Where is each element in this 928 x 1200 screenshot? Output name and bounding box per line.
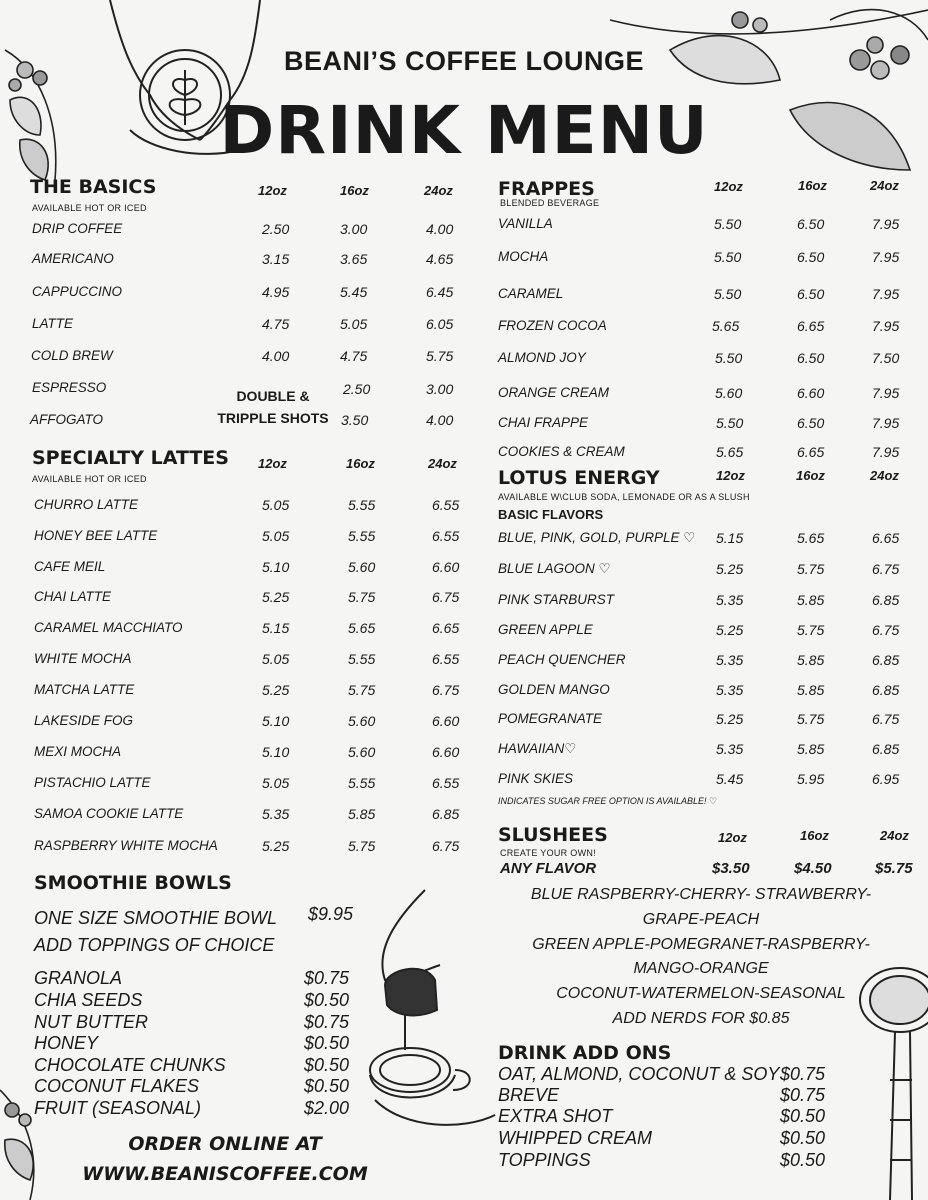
menu-item-name: CAFE MEIL (34, 559, 106, 574)
price-24oz: 6.75 (872, 561, 900, 577)
price-16oz: 5.65 (797, 530, 825, 546)
price-12oz: 5.35 (716, 682, 744, 698)
price-12oz: 4.75 (262, 316, 290, 332)
menu-item-name: MATCHA LATTE (34, 682, 135, 697)
price-12oz: 5.15 (262, 620, 290, 636)
topping-price: $0.50 (304, 1076, 350, 1096)
price-16oz: 6.50 (797, 350, 825, 366)
addon-price: $0.75 (780, 1064, 826, 1084)
menu-item-name: PEACH QUENCHER (498, 652, 626, 667)
price-24oz: 6.55 (432, 651, 460, 667)
size-header-16oz: 16oz (798, 178, 827, 193)
price-12oz: 5.25 (262, 838, 290, 854)
price-24oz: 6.75 (432, 682, 460, 698)
menu-item-name: AMERICANO (32, 251, 114, 266)
topping-price: $0.75 (304, 968, 350, 988)
specialty-title: SPECIALTY LATTES (32, 447, 229, 469)
lotus-title: LOTUS ENERGY (498, 467, 660, 489)
topping-price: $0.50 (304, 1033, 350, 1053)
price-12oz: 5.50 (714, 216, 742, 232)
price-24oz: 6.75 (872, 622, 900, 638)
topping-price: $0.50 (304, 990, 350, 1010)
menu-item-name: GOLDEN MANGO (498, 682, 610, 697)
price-16oz: $4.50 (794, 860, 832, 877)
price-12oz: 5.25 (262, 589, 290, 605)
price-12oz: $3.50 (712, 860, 750, 877)
menu-item-name: GREEN APPLE (498, 622, 593, 637)
price-16oz: 5.75 (797, 622, 825, 638)
slushee-flavor-line: ADD NERDS FOR $0.85 (612, 1010, 790, 1027)
price-12oz: 5.25 (716, 561, 744, 577)
price-24oz: 6.85 (872, 652, 900, 668)
menu-item-name: CHURRO LATTE (34, 497, 139, 512)
price-24oz: 7.95 (872, 415, 900, 431)
menu-item-name: CHAI LATTE (34, 589, 112, 604)
price-24oz: 7.95 (872, 249, 900, 265)
slushees-subtitle: CREATE YOUR OWN! (500, 848, 596, 858)
basics-subtitle: AVAILABLE HOT OR ICED (32, 203, 147, 213)
price-16oz: 5.85 (797, 592, 825, 608)
price-24oz: 6.55 (432, 497, 460, 513)
price-24oz: 7.95 (872, 286, 900, 302)
size-header-24oz: 24oz (424, 183, 453, 198)
price-16oz: 5.55 (348, 497, 376, 513)
price-24oz: 6.85 (872, 682, 900, 698)
sugar-free-note: INDICATES SUGAR FREE OPTION IS AVAILABLE! ♡ (498, 796, 718, 806)
price-12oz: 5.50 (716, 415, 744, 431)
size-header-12oz: 12oz (258, 456, 287, 471)
price-12oz: 4.00 (262, 348, 290, 364)
slushee-flavor-line: BLUE RASPBERRY-CHERRY- STRAWBERRY- (530, 886, 872, 903)
price-24oz: 6.95 (872, 771, 900, 787)
price-12oz: 5.50 (715, 350, 743, 366)
shots-label-line2: TRIPPLE SHOTS (217, 410, 329, 426)
price-24oz: 5.75 (426, 348, 454, 364)
menu-item-name: SAMOA COOKIE LATTE (34, 806, 184, 821)
price-16oz: 5.85 (348, 806, 376, 822)
specialty-subtitle: AVAILABLE HOT OR ICED (32, 474, 147, 484)
price-24oz: 7.95 (872, 216, 900, 232)
price-24oz: 6.60 (432, 744, 460, 760)
menu-item-name: CAPPUCCINO (32, 284, 123, 299)
price-12oz: 5.05 (262, 775, 290, 791)
price-16oz: 6.65 (797, 444, 825, 460)
price-16oz: 4.75 (340, 348, 368, 364)
price-12oz: 5.10 (262, 559, 290, 575)
price-12oz: 5.65 (716, 444, 744, 460)
size-header-16oz: 16oz (340, 183, 369, 198)
price-12oz: 5.25 (716, 711, 744, 727)
price-16oz: 6.50 (797, 216, 825, 232)
bowl-size-label: ONE SIZE SMOOTHIE BOWL (34, 908, 278, 928)
price-16oz: 5.95 (797, 771, 825, 787)
basics-title: THE BASICS (30, 176, 157, 198)
price-16oz: 5.60 (348, 744, 376, 760)
price-24oz: 6.55 (432, 528, 460, 544)
slushee-flavor-line: COCONUT-WATERMELON-SEASONAL (556, 985, 846, 1002)
price-16oz: 6.50 (797, 415, 825, 431)
price-16oz: 5.75 (348, 838, 376, 854)
price-12oz: 4.95 (262, 284, 290, 300)
order-online-label: ORDER ONLINE AT (128, 1133, 322, 1155)
shots-label-line1: DOUBLE & (236, 388, 310, 404)
menu-item-name: COOKIES & CREAM (498, 444, 625, 459)
price-16oz: 5.85 (797, 741, 825, 757)
addon-price: $0.50 (780, 1128, 826, 1148)
menu-item-name: LATTE (32, 316, 74, 331)
price-16oz: 5.55 (348, 775, 376, 791)
price-24oz: 6.85 (432, 806, 460, 822)
size-header-16oz: 16oz (800, 828, 829, 843)
topping-price: $0.75 (304, 1012, 350, 1032)
topping-name: NUT BUTTER (34, 1012, 148, 1032)
menu-item-name: ALMOND JOY (498, 350, 586, 365)
price-24oz: 7.95 (872, 444, 900, 460)
menu-item-name: RASPBERRY WHITE MOCHA (34, 838, 218, 853)
price-24oz: 4.00 (426, 412, 454, 428)
menu-item-name: CARAMEL (498, 286, 564, 301)
price-12oz: 2.50 (262, 221, 290, 237)
price-12oz: 5.10 (262, 713, 290, 729)
price-12oz: 5.10 (262, 744, 290, 760)
addon-price: $0.50 (780, 1150, 826, 1170)
topping-name: FRUIT (SEASONAL) (34, 1098, 202, 1118)
size-header-24oz: 24oz (428, 456, 457, 471)
basic-flavors-label: BASIC FLAVORS (498, 507, 604, 522)
size-header-12oz: 12oz (716, 468, 745, 483)
price-12oz: 5.35 (716, 592, 744, 608)
menu-item-name: PINK STARBURST (498, 592, 615, 607)
price-24oz: $5.75 (875, 860, 913, 877)
price-24oz: 6.75 (432, 838, 460, 854)
price-16oz: 5.85 (797, 652, 825, 668)
size-header-12oz: 12oz (718, 830, 747, 845)
price-16oz: 5.75 (797, 561, 825, 577)
topping-name: CHOCOLATE CHUNKS (34, 1055, 226, 1075)
menu-item-name: MEXI MOCHA (34, 744, 122, 759)
bowls-title: SMOOTHIE BOWLS (34, 872, 232, 894)
menu-item-name: HAWAIIAN♡ (498, 741, 577, 756)
price-12oz: 5.60 (715, 385, 743, 401)
menu-item-name: VANILLA (498, 216, 553, 231)
price-24oz: 6.65 (432, 620, 460, 636)
price-24oz: 7.50 (872, 350, 900, 366)
price-16oz: 5.05 (340, 316, 368, 332)
menu-item-name: BLUE LAGOON ♡ (498, 561, 611, 576)
price-12oz: 5.15 (716, 530, 744, 546)
topping-price: $2.00 (304, 1098, 350, 1118)
price-16oz: 6.50 (797, 286, 825, 302)
size-header-24oz: 24oz (870, 468, 899, 483)
topping-name: HONEY (34, 1033, 99, 1053)
price-24oz: 6.65 (872, 530, 900, 546)
price-12oz: 5.65 (712, 318, 740, 334)
addon-price: $0.50 (780, 1106, 826, 1126)
addons-title: DRINK ADD ONS (498, 1042, 672, 1064)
topping-price: $0.50 (304, 1055, 350, 1075)
price-24oz: 4.00 (426, 221, 454, 237)
price-12oz: 5.25 (262, 682, 290, 698)
price-16oz: 5.75 (348, 682, 376, 698)
slushees-title: SLUSHEES (498, 824, 608, 846)
price-16oz: 5.45 (340, 284, 368, 300)
price-24oz: 3.00 (426, 381, 454, 397)
size-header-12oz: 12oz (714, 179, 743, 194)
price-24oz: 6.75 (872, 711, 900, 727)
price-16oz: 5.55 (348, 651, 376, 667)
menu-item-name: ORANGE CREAM (498, 385, 610, 400)
price-24oz: 7.95 (872, 385, 900, 401)
price-16oz: 5.75 (348, 589, 376, 605)
topping-name: GRANOLA (34, 968, 123, 988)
menu-item-name: PINK SKIES (498, 771, 574, 786)
price-12oz: 5.25 (716, 622, 744, 638)
addon-name: OAT, ALMOND, COCONUT & SOY (498, 1064, 780, 1084)
slushee-flavor-line: GREEN APPLE-POMEGRANET-RASPBERRY- (532, 936, 870, 953)
addon-name: WHIPPED CREAM (498, 1128, 653, 1148)
slushee-flavor-line: MANGO-ORANGE (633, 960, 769, 977)
lotus-subtitle: AVAILABLE W\CLUB SODA, LEMONADE OR AS A SLUSH (498, 492, 750, 502)
price-24oz: 6.45 (426, 284, 454, 300)
any-flavor-label: ANY FLAVOR (500, 860, 597, 877)
menu-item-name: PISTACHIO LATTE (34, 775, 151, 790)
price-16oz: 5.75 (797, 711, 825, 727)
size-header-16oz: 16oz (346, 456, 375, 471)
price-12oz: 5.50 (714, 286, 742, 302)
bowl-price: $9.95 (308, 904, 354, 924)
menu-item-name: COLD BREW (31, 348, 113, 363)
addon-price: $0.75 (780, 1085, 826, 1105)
price-24oz: 6.75 (432, 589, 460, 605)
price-16oz: 5.55 (348, 528, 376, 544)
price-16oz: 2.50 (343, 381, 371, 397)
menu-item-name: DRIP COFFEE (32, 221, 123, 236)
price-24oz: 4.65 (426, 251, 454, 267)
price-24oz: 6.85 (872, 741, 900, 757)
price-12oz: 5.45 (716, 771, 744, 787)
price-12oz: 5.50 (714, 249, 742, 265)
frappes-subtitle: BLENDED BEVERAGE (500, 198, 600, 208)
price-16oz: 6.60 (797, 385, 825, 401)
price-16oz: 6.50 (797, 249, 825, 265)
menu-item-name: WHITE MOCHA (34, 651, 132, 666)
menu-item-name: BLUE, PINK, GOLD, PURPLE ♡ (498, 530, 696, 545)
menu-item-name: AFFOGATO (30, 412, 104, 427)
topping-name: COCONUT FLAKES (34, 1076, 200, 1096)
menu-item-name: CARAMEL MACCHIATO (34, 620, 183, 635)
price-12oz: 3.15 (262, 251, 290, 267)
price-24oz: 6.60 (432, 559, 460, 575)
size-header-16oz: 16oz (796, 468, 825, 483)
addon-name: BREVE (498, 1085, 560, 1105)
addon-name: EXTRA SHOT (498, 1106, 613, 1126)
price-12oz: 5.35 (262, 806, 290, 822)
price-16oz: 3.50 (341, 412, 369, 428)
menu-item-name: POMEGRANATE (498, 711, 603, 726)
price-16oz: 6.65 (797, 318, 825, 334)
price-16oz: 5.85 (797, 682, 825, 698)
page-title: DRINK MENU (219, 92, 709, 169)
price-24oz: 6.85 (872, 592, 900, 608)
menu-item-name: LAKESIDE FOG (34, 713, 134, 728)
price-24oz: 6.55 (432, 775, 460, 791)
menu-item-name: MOCHA (498, 249, 549, 264)
price-12oz: 5.35 (716, 652, 744, 668)
menu-item-name: CHAI FRAPPE (498, 415, 589, 430)
price-24oz: 6.60 (432, 713, 460, 729)
menu-item-name: HONEY BEE LATTE (34, 528, 158, 543)
menu-item-name: FROZEN COCOA (498, 318, 607, 333)
size-header-24oz: 24oz (880, 828, 909, 843)
price-12oz: 5.05 (262, 497, 290, 513)
price-16oz: 3.00 (340, 221, 368, 237)
menu-item-name: ESPRESSO (32, 380, 107, 395)
price-16oz: 3.65 (340, 251, 368, 267)
price-24oz: 7.95 (872, 318, 900, 334)
toppings-label: ADD TOPPINGS OF CHOICE (34, 935, 275, 955)
price-16oz: 5.60 (348, 713, 376, 729)
milk-pour-illustration (365, 890, 505, 1140)
slushee-flavor-line: GRAPE-PEACH (642, 911, 760, 928)
price-16oz: 5.60 (348, 559, 376, 575)
size-header-24oz: 24oz (870, 178, 899, 193)
order-website-link[interactable]: WWW.BEANISCOFFEE.COM (82, 1163, 368, 1185)
price-12oz: 5.05 (262, 528, 290, 544)
addon-name: TOPPINGS (498, 1150, 591, 1170)
price-24oz: 6.05 (426, 316, 454, 332)
topping-name: CHIA SEEDS (34, 990, 143, 1010)
size-header-12oz: 12oz (258, 183, 287, 198)
frappes-title: FRAPPES (498, 178, 595, 200)
brand-name: BEANI’S COFFEE LOUNGE (283, 46, 645, 76)
price-12oz: 5.05 (262, 651, 290, 667)
price-12oz: 5.35 (716, 741, 744, 757)
price-16oz: 5.65 (348, 620, 376, 636)
